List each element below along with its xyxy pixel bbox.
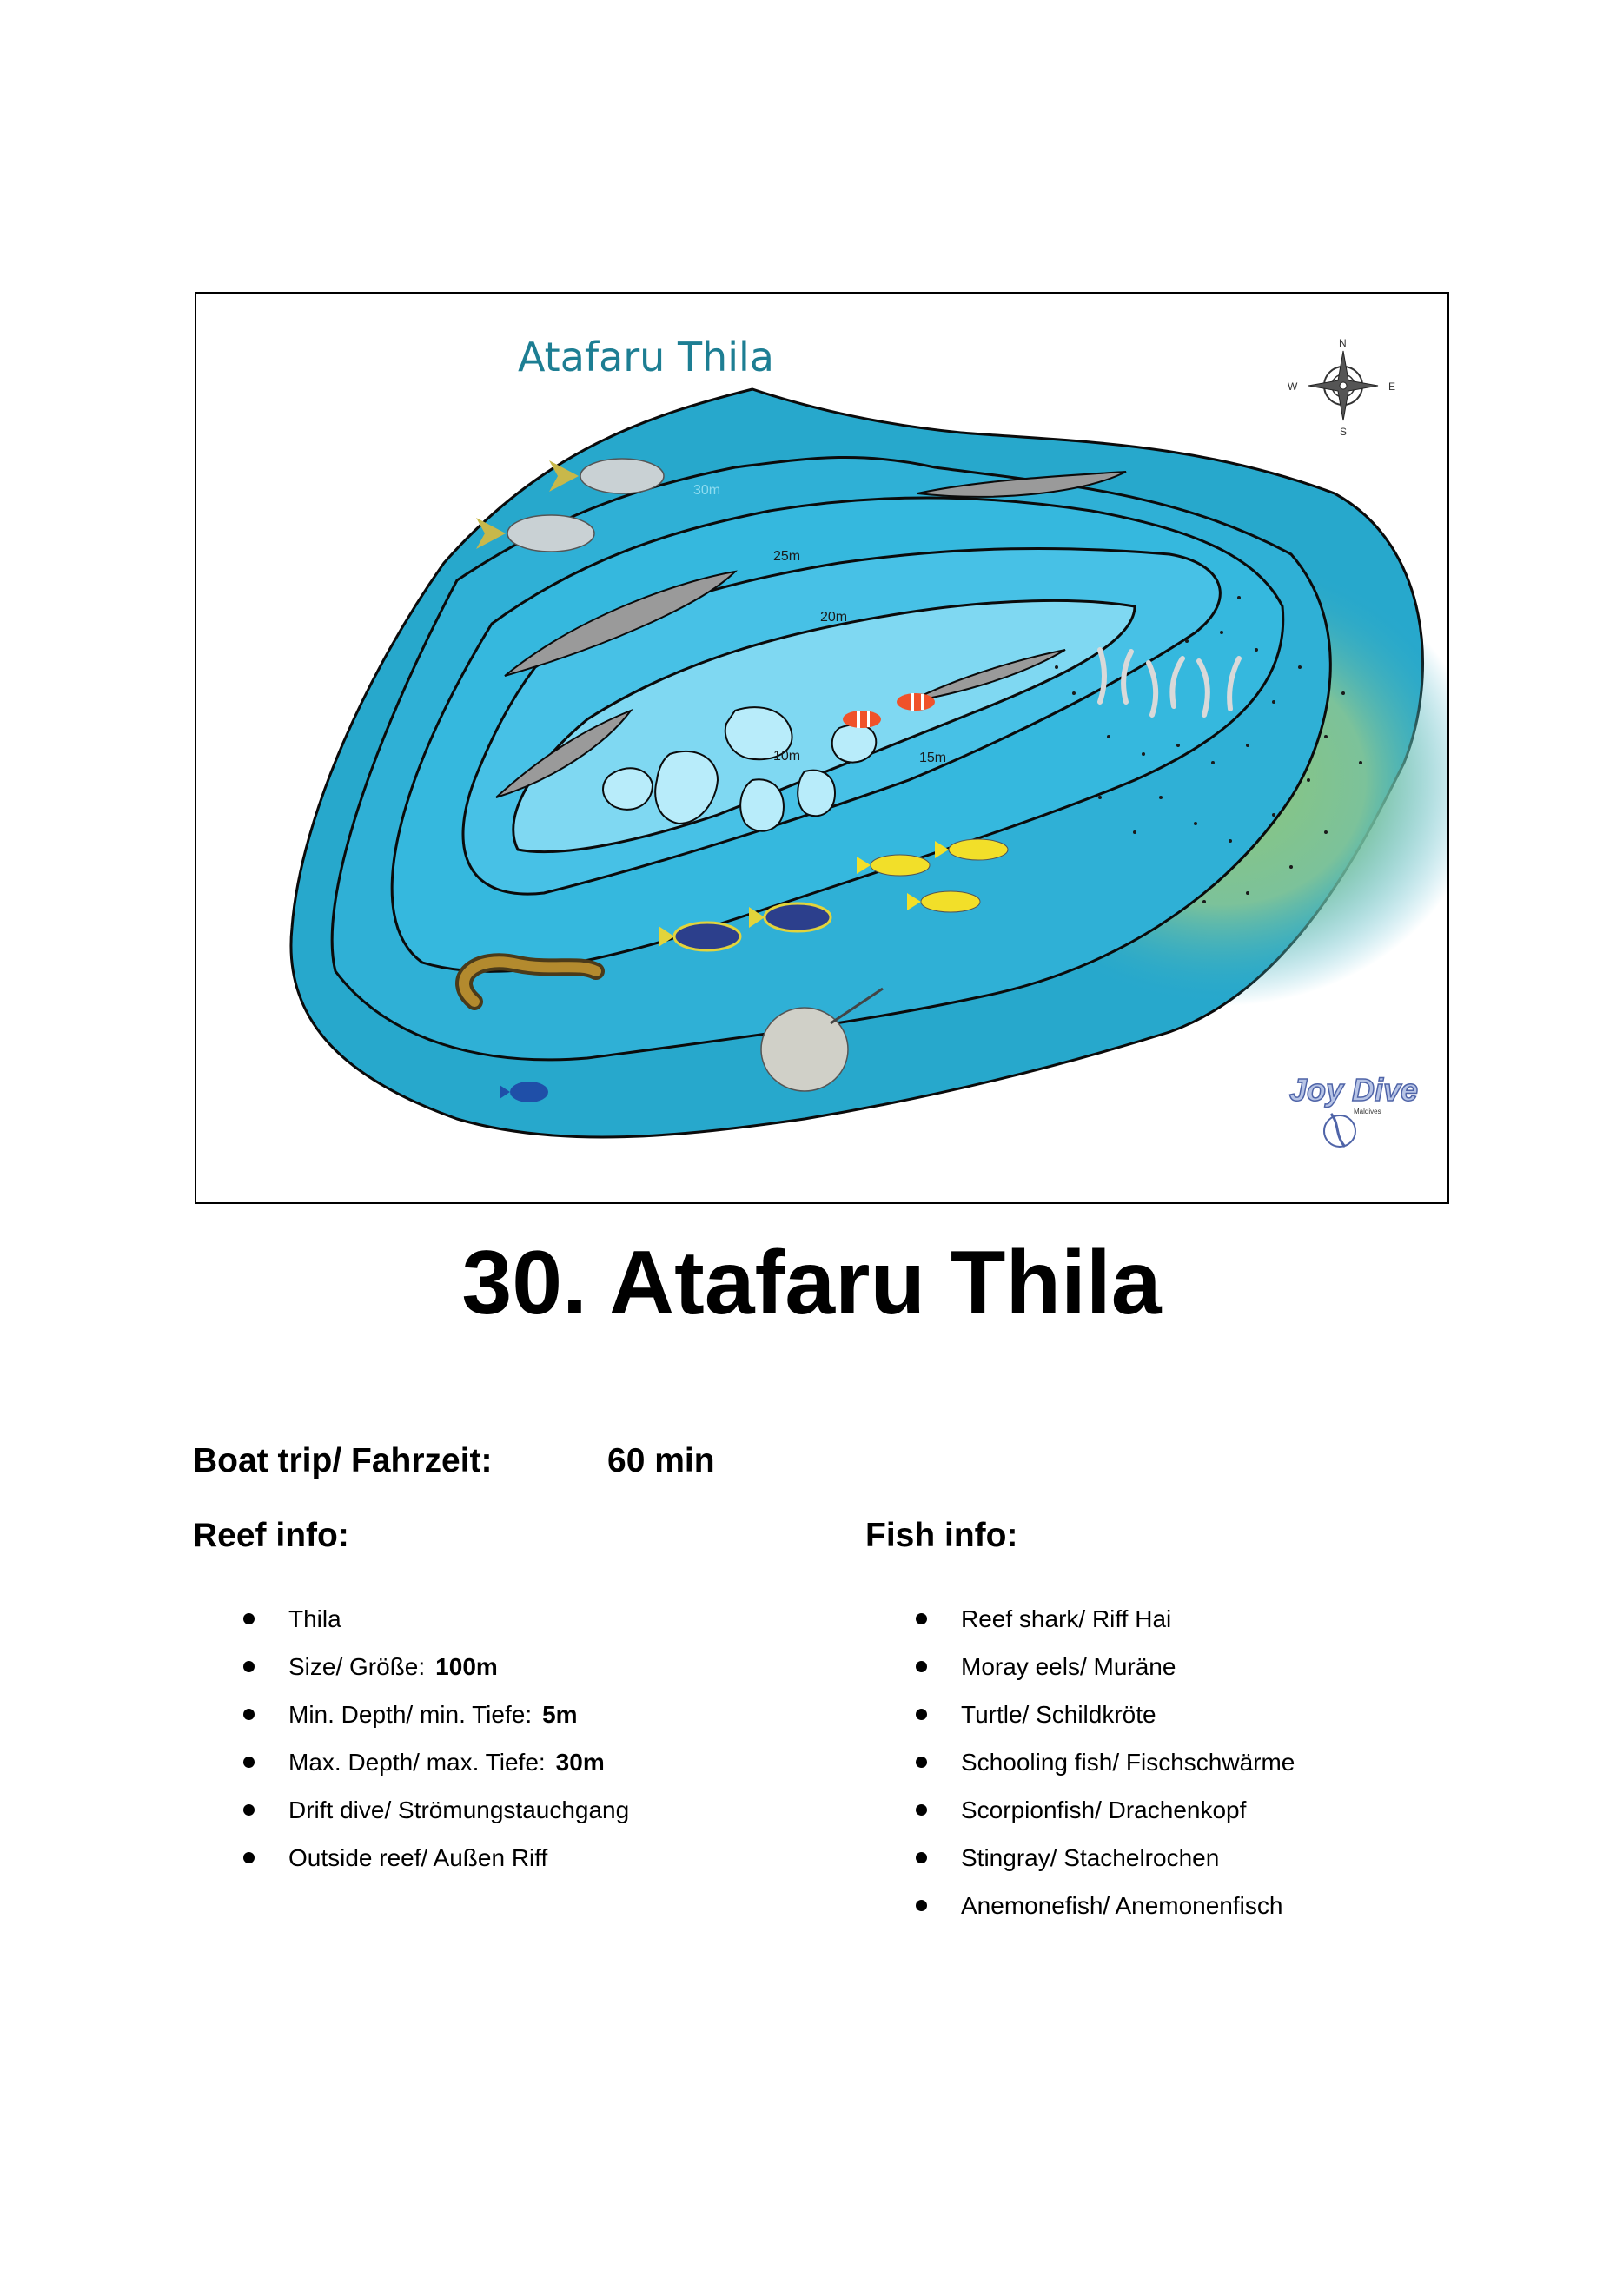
list-item: Moray eels/ Muräne — [916, 1646, 1295, 1694]
compass-rose-icon — [1308, 351, 1378, 420]
dive-site-map — [195, 292, 1449, 1204]
clownfish-icon — [843, 711, 881, 728]
reef-info-heading: Reef info: — [193, 1517, 349, 1554]
compass-south: S — [1340, 426, 1348, 438]
compass-east: E — [1388, 380, 1396, 393]
shallow-top-patch — [603, 768, 653, 810]
logo-tagline: Maldives — [1354, 1108, 1381, 1115]
shallow-top-patch — [832, 725, 877, 763]
boat-trip-row — [193, 1442, 715, 1480]
page-title: 30. Atafaru Thila — [461, 1233, 1162, 1333]
compass-west: W — [1288, 380, 1298, 393]
depth-label: 30m — [693, 483, 721, 498]
list-item: Schooling fish/ Fischschwärme — [916, 1742, 1295, 1790]
list-item: Reef shark/ Riff Hai — [916, 1598, 1295, 1646]
list-item: Anemonefish/ Anemonenfisch — [916, 1885, 1295, 1933]
list-item: Drift dive/ Strömungstauchgang — [243, 1790, 639, 1837]
list-item: Min. Depth/ min. Tiefe: 5m — [243, 1694, 639, 1742]
compass-north: N — [1339, 337, 1347, 349]
shallow-top-patch — [798, 771, 835, 817]
reef-info-list — [243, 1598, 639, 1885]
reef-map-graphic — [196, 294, 1447, 1202]
list-item: Turtle/ Schildkröte — [916, 1694, 1295, 1742]
fish-info-list — [916, 1598, 1295, 1933]
depth-label: 20m — [820, 610, 848, 625]
list-item: Scorpionfish/ Drachenkopf — [916, 1790, 1295, 1837]
fish-info-heading: Fish info: — [865, 1517, 1018, 1554]
boat-trip-value: 60 min — [607, 1442, 715, 1479]
depth-label: 25m — [773, 549, 801, 564]
depth-label: 10m — [773, 749, 801, 764]
diver-logo-icon — [1324, 1114, 1355, 1147]
joy-dive-logo: Joy Dive — [1289, 1072, 1419, 1108]
boat-trip-label: Boat trip/ Fahrzeit: — [193, 1442, 493, 1479]
map-title: Atafaru Thila — [518, 334, 774, 380]
depth-label: 15m — [919, 751, 947, 765]
list-item: Stingray/ Stachelrochen — [916, 1837, 1295, 1885]
clownfish-icon — [897, 693, 935, 711]
list-item: Max. Depth/ max. Tiefe: 30m — [243, 1742, 639, 1790]
list-item: Outside reef/ Außen Riff — [243, 1837, 639, 1885]
shallow-top-patch — [740, 779, 784, 830]
list-item: Thila — [243, 1598, 639, 1646]
list-item: Size/ Größe: 100m — [243, 1646, 639, 1694]
